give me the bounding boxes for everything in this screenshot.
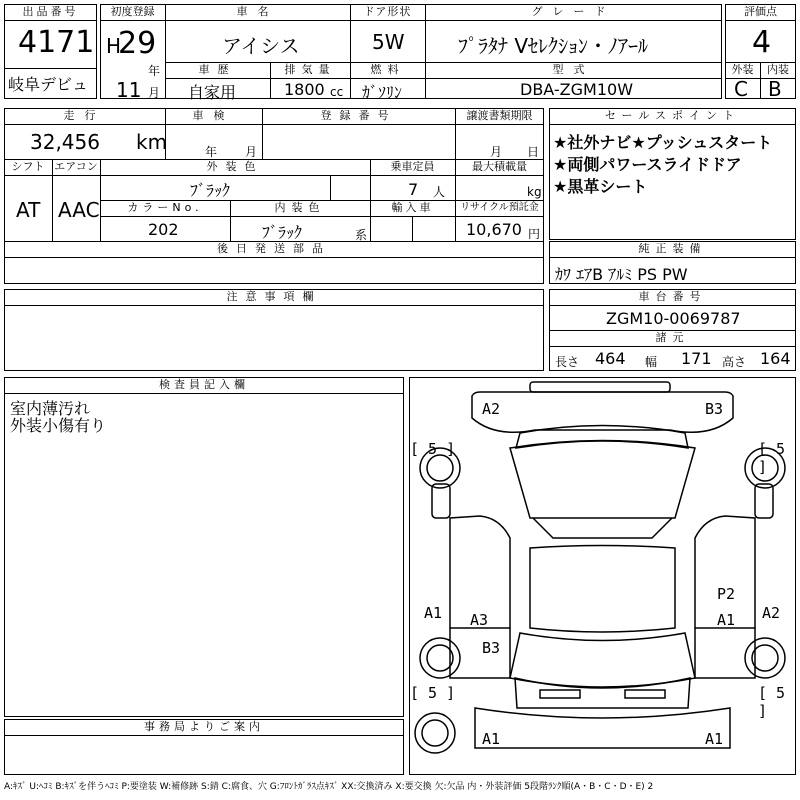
car-name: アイシス [222, 34, 300, 58]
era: H [106, 34, 122, 58]
history-label: 車歴 [198, 63, 237, 76]
score: 4 [752, 25, 772, 60]
inspector-line: 室内薄汚れ [10, 399, 91, 418]
width-label: 幅 [645, 355, 658, 369]
inspector-label: 検査員記入欄 [159, 378, 249, 391]
damage-mark: A1 [482, 730, 501, 748]
displacement: 1800 [284, 80, 325, 99]
damage-mark: A1 [424, 604, 443, 622]
damage-mark: [ 5 ] [410, 684, 456, 702]
office-label: 事務局よりご案内 [144, 720, 264, 733]
month-unit: 月 [148, 86, 161, 100]
score-label: 評価点 [744, 5, 777, 18]
mileage: 32,456 [30, 130, 100, 154]
length: 464 [595, 349, 626, 368]
fuel-label: 燃料 [370, 63, 405, 76]
grade-label: グレード [531, 5, 616, 18]
reg-year: 29 [118, 26, 157, 61]
damage-mark: A1 [705, 730, 724, 748]
damage-mark: P2 [717, 585, 736, 603]
ac-label: エアコン [54, 160, 98, 173]
reg-number-label: 登録番号 [320, 109, 397, 122]
inspector-line: 外装小傷有り [10, 416, 107, 435]
height: 164 [760, 349, 791, 368]
ext-color-label: 外装色 [206, 160, 264, 173]
import-label: 輸入車 [391, 201, 434, 214]
transfer-deadline-label: 譲渡書類期限 [466, 109, 533, 122]
first-reg-label: 初度登録 [110, 5, 155, 18]
height-label: 高さ [722, 355, 747, 369]
int-color: ﾌﾞﾗｯｸ [262, 223, 303, 242]
exterior-grade: C [734, 77, 748, 101]
chassis-label: 車台番号 [638, 290, 707, 303]
legend: A:ｷｽﾞ U:ﾍｺﾐ B:ｷｽﾞを伴うﾍｺﾐ P:要塗装 W:補修跡 S:錆 C:腐食、穴 G:ﾌﾛﾝﾄｶﾞﾗｽ点ｷｽﾞ XX:交換済み X:要交換 欠:欠品 内・外装評価 5段階ﾗﾝｸ順(A・B・C・D・E) 2 [4, 782, 654, 792]
inspection-label: 車検 [192, 109, 235, 122]
damage-mark: [ 5 ] [410, 440, 456, 458]
inspection-year-unit: 年 [205, 145, 218, 159]
recycle-unit: 円 [528, 227, 541, 241]
model: DBA-ZGM10W [520, 80, 634, 99]
recycle-label: リサイクル預託金 [460, 202, 539, 213]
recycle-fee: 10,670 [466, 220, 522, 239]
int-color-unit: 系 [355, 228, 368, 242]
exterior-label: 外装 [731, 63, 754, 76]
damage-mark: A2 [482, 400, 501, 418]
sales-point: ★社外ナビ★プッシュスタート [553, 133, 773, 152]
displacement-unit: cc [330, 85, 344, 99]
color-no: 202 [148, 220, 179, 239]
later-parts-label: 後日発送部品 [217, 242, 331, 255]
lot-number: 4171 [18, 25, 95, 60]
displacement-label: 排気量 [284, 63, 336, 76]
sales-point: ★黒革シート [553, 177, 648, 196]
grade: ﾌﾟﾗﾀﾅ Vｾﾚｸｼｮﾝ・ﾉｱｰﾙ [458, 34, 649, 58]
damage-mark: A1 [717, 611, 736, 629]
max-load-unit: kg [527, 185, 542, 199]
car-diagram [410, 378, 795, 774]
capacity-unit: 人 [433, 185, 446, 199]
door-type: 5W [372, 30, 405, 54]
shift: AT [16, 198, 41, 222]
ac: AAC [58, 198, 100, 222]
shift-label: シフト [11, 160, 45, 173]
car-diagram-box [409, 377, 796, 775]
model-label: 型式 [552, 63, 595, 76]
length-label: 長さ [555, 355, 580, 369]
damage-mark: A3 [470, 611, 489, 629]
transfer-day-unit: 日 [527, 145, 540, 159]
venue: 岐阜デビュ [8, 75, 89, 94]
equipment-value: ｶﾜ ｴｱB ｱﾙﾐ PS PW [555, 265, 688, 284]
door-label: ドア形状 [363, 5, 412, 18]
notes-label: 注意事項欄 [226, 290, 322, 303]
color-no-label: カラーNo. [127, 201, 203, 214]
transfer-month-unit: 月 [490, 145, 503, 159]
reg-month: 11 [116, 78, 142, 102]
equipment-label: 純正装備 [638, 242, 707, 255]
max-load-label: 最大積載量 [472, 160, 527, 173]
damage-mark: [ 5 ] [758, 684, 786, 720]
car-name-label: 車名 [236, 5, 279, 18]
sales-points-label: セールスポイント [604, 109, 740, 122]
damage-mark: B3 [705, 400, 724, 418]
width: 171 [681, 349, 712, 368]
inspection-month-unit: 月 [245, 145, 258, 159]
mileage-unit: km [136, 130, 168, 154]
dims-label: 諸元 [655, 331, 690, 344]
history: 自家用 [188, 83, 237, 102]
int-color-label: 内装色 [274, 201, 326, 214]
sales-point: ★両側パワースライドドア [553, 155, 742, 174]
interior-label: 内装 [767, 63, 789, 76]
capacity: 7 [408, 180, 419, 199]
chassis-number: ZGM10-0069787 [606, 309, 741, 328]
interior-grade: B [768, 77, 782, 101]
damage-mark: B3 [482, 639, 501, 657]
damage-mark: A2 [762, 604, 781, 622]
fuel: ｶﾞｿﾘﾝ [362, 83, 403, 102]
ext-color: ﾌﾞﾗｯｸ [190, 181, 231, 200]
capacity-label: 乗車定員 [390, 160, 435, 173]
lot-number-label: 出品番号 [22, 5, 79, 18]
damage-mark: [ 5 ] [758, 440, 786, 476]
mileage-label: 走行 [63, 109, 106, 122]
year-unit: 年 [148, 64, 161, 78]
